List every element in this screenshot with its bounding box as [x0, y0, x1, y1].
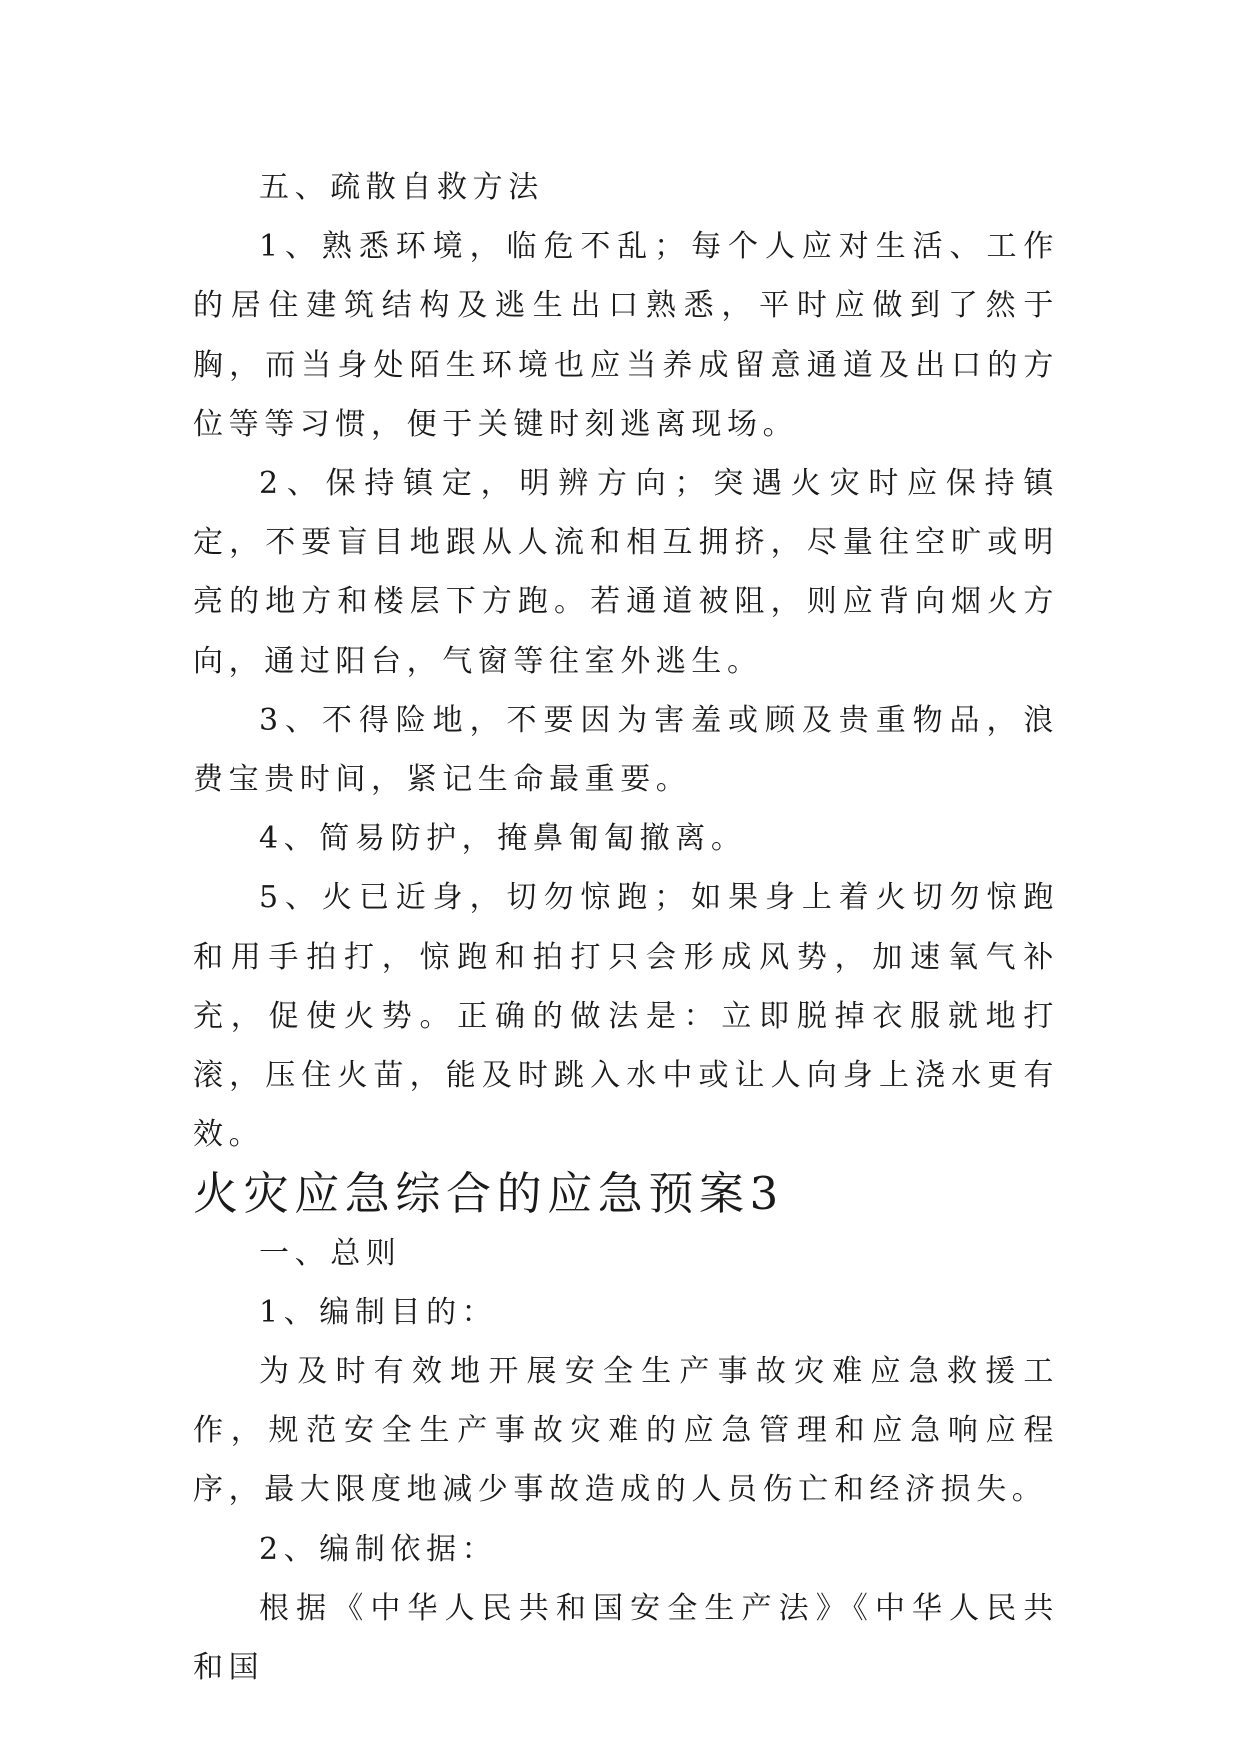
paragraph-item-3: 3、不得险地，不要因为害羞或顾及贵重物品，浪费宝贵时间，紧记生命最重要。 — [193, 702, 1059, 798]
paragraph-item-5: 5、火已近身，切勿惊跑；如果身上着火切勿惊跑和用手拍打，惊跑和拍打只会形成风势，加速氧气补充，促使火势。正确的做法是：立即脱掉衣服就地打滚，压住火苗，能及时跳入水中或让人向身上浇水更有效。 — [193, 880, 1059, 1153]
plan-title: 火灾应急综合的应急预案3 — [193, 1167, 784, 1221]
paragraph-item-1: 1、熟悉环境，临危不乱；每个人应对生活、工作的居住建筑结构及逃生出口熟悉，平时应做到了然于胸，而当身处陌生环境也应当养成留意通道及出口的方位等等习惯，便于关键时刻逃离现场。 — [193, 229, 1059, 442]
paragraph-item-2: 2、保持镇定，明辨方向；突遇火灾时应保持镇定，不要盲目地跟从人流和相互拥挤，尽量往空旷或明亮的地方和楼层下方跑。若通道被阻，则应背向烟火方向，通过阳台，气窗等往室外逃生。 — [193, 466, 1059, 679]
section-heading-evacuation: 五、疏散自救方法 — [259, 170, 544, 205]
paragraph-basis: 根据《中华人民共和国安全生产法》《中华人民共和国 — [193, 1590, 1059, 1686]
document-page — [193, 158, 1059, 1697]
subheading-purpose: 1、编制目的： — [259, 1294, 498, 1330]
paragraph-item-4: 4、简易防护，掩鼻匍匐撤离。 — [259, 821, 747, 857]
subheading-basis: 2、编制依据： — [259, 1531, 498, 1567]
section-heading-general: 一、总则 — [259, 1235, 402, 1271]
paragraph-purpose: 为及时有效地开展安全生产事故灾难应急救援工作，规范安全生产事故灾难的应急管理和应急响应程序，最大限度地减少事故造成的人员伤亡和经济损失。 — [193, 1354, 1059, 1508]
